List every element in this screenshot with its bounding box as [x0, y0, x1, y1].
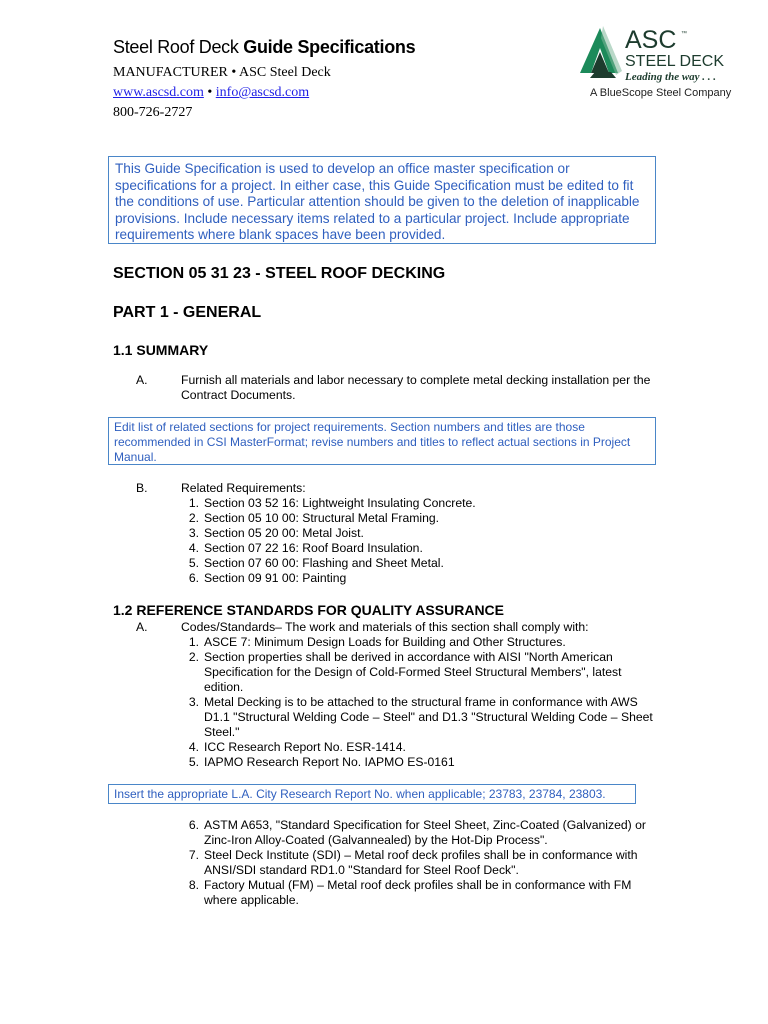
standards-a-letter: A. [136, 620, 148, 634]
summary-b-letter: B. [136, 481, 148, 495]
logo-company-line: A BlueScope Steel Company [590, 87, 732, 99]
la-city-report-note: Insert the appropriate L.A. City Research Report No. when applicable; 23783, 23784, 23803. [108, 784, 636, 804]
list-item: 4. Section 07 22 16: Roof Board Insulation. [188, 541, 423, 555]
list-item: 3. Section 05 20 00: Metal Joist. [188, 526, 364, 540]
part-title: PART 1 - GENERAL [113, 304, 262, 321]
logo-brand-text: ASC [625, 26, 677, 54]
section-title: SECTION 05 31 23 - STEEL ROOF DECKING [113, 265, 446, 282]
manufacturer-line: MANUFACTURER • ASC Steel Deck [113, 65, 331, 80]
standards-a-text: Codes/Standards– The work and materials of this section shall comply with: [181, 620, 589, 634]
phone-number: 800-726-2727 [113, 105, 193, 120]
summary-b-text: Related Requirements: [181, 481, 306, 495]
contact-line: www.ascsd.com • info@ascsd.com [113, 85, 310, 100]
logo-tm-text: ™ [681, 31, 687, 37]
list-item: 1. Section 03 52 16: Lightweight Insulating Concrete. [188, 496, 476, 510]
list-item: 5. Section 07 60 00: Flashing and Sheet Metal. [188, 556, 444, 570]
email-link[interactable]: info@ascsd.com [215, 85, 310, 100]
list-item: 2. Section 05 10 00: Structural Metal Framing. [188, 511, 440, 525]
document-title: Steel Roof Deck Guide Specifications [113, 37, 416, 57]
list-item: 6. Section 09 91 00: Painting [188, 571, 347, 585]
related-sections-edit-note: Edit list of related sections for project requirements. Section numbers and titles are those recommended in CSI MasterFormat; revise numbers and titles to reflect actual sections in Project Manual. [108, 417, 656, 465]
reference-standards-heading: 1.2 REFERENCE STANDARDS FOR QUALITY ASSURANCE [113, 602, 505, 618]
summary-heading: 1.1 SUMMARY [113, 342, 209, 358]
summary-a-letter: A. [136, 373, 148, 387]
logo-tagline-text: Leading the way . . . [625, 71, 717, 83]
website-link[interactable]: www.ascsd.com [113, 85, 204, 100]
summary-a-text: Furnish all materials and labor necessary to complete metal decking installation per the Contract Documents. [181, 373, 651, 402]
guide-specification-note: This Guide Specification is used to develop an office master specification or specifications for a project. In either case, this Guide Specification must be edited to fit the conditions of use. Particular attention should be given to the deletion of inapplicable provisions. Include necessary items related to a particular project. Include appropriate requirements where blank spaces have been provided. [108, 156, 656, 244]
logo-sub-text: STEEL DECK [625, 53, 724, 70]
